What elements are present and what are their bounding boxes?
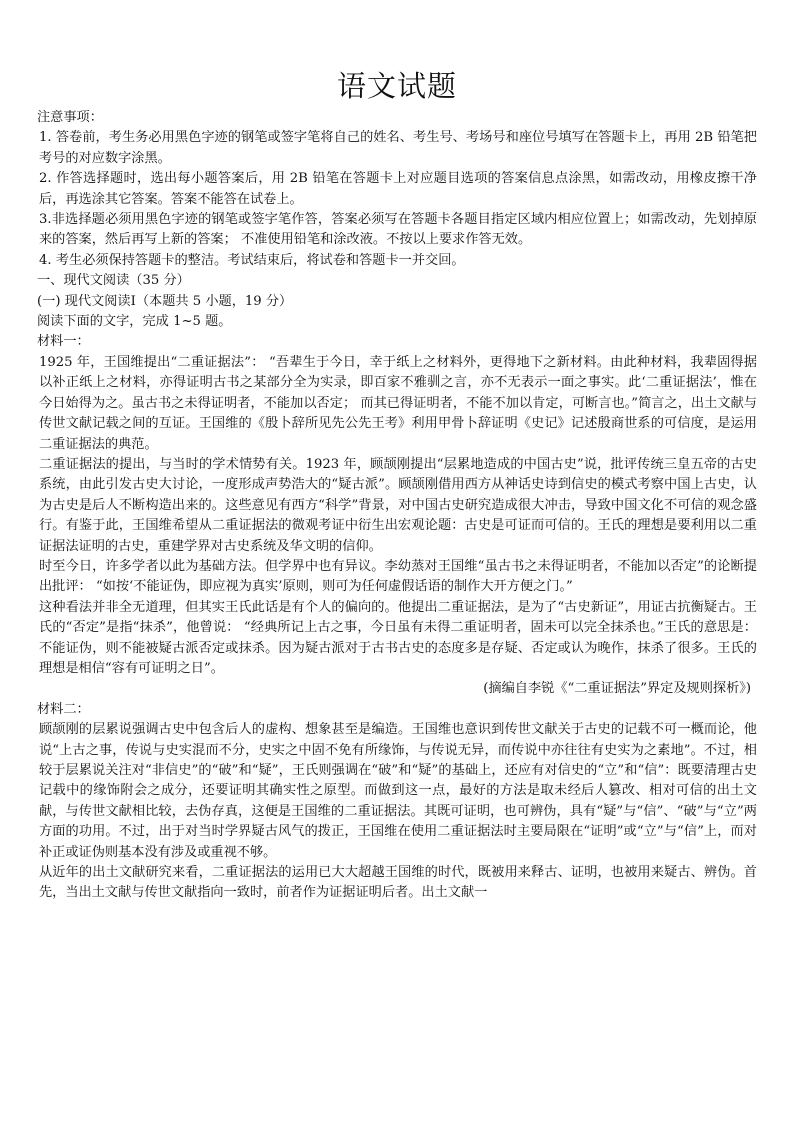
note-item: 1. 答卷前，考生务必用黑色字迹的钢笔或签字笔将自己的姓名、考生号、考场号和座位号填写在答题卡上，再用 2B 铅笔把考号的对应数字涂黑。: [39, 130, 757, 166]
material-label: 材料一：: [37, 334, 90, 350]
page-title: 语文试题: [336, 69, 457, 103]
note-item: 4. 考生必须保持答题卡的整洁。考试结束后，将试卷和答题卡一并交回。: [39, 252, 465, 268]
material-paragraph: 二重证据法的提出，与当时的学术情势有关。1923 年，顾颉刚提出“层累地造成的中国古史”说，批评传统三皇五帝的古史系统，由此引发古史大讨论，一度形成声势浩大的“疑古派”。顾颉刚借用西方从神话史诗到信史的模式考察中国上古史，认为古史是后人不断构造出来的。这些意见有西方“科学”背景，对中国古史研究造成很大冲击，导致中国文化不可信的观念盛行。有鉴于此，王国维希望从二重证据法的微观考证中衍生出宏观论题：古史是可证而可信的。王氏的理想是要利用以二重证据法证明的古史，重建学界对古史系统及华文明的信仰。: [39, 456, 757, 554]
material-source: (摘编自李锐《“二重证据法”界定及规则探析》): [483, 681, 751, 697]
section-heading: 一、现代文阅读（35 分）: [37, 273, 190, 289]
subsection-heading: (一) 现代文阅读Ⅰ（本题共 5 小题，19 分）: [37, 293, 293, 309]
material-paragraph: 从近年的出土文献研究来看，二重证据法的运用已大大超越王国维的时代，既被用来释古、证明，也被用来疑古、辨伪。首先，当出土文献与传世文献指向一致时，前者作为证据证明后者。出土文献一: [39, 865, 757, 901]
material-paragraph: 顾颉刚的层累说强调古史中包含后人的虚构、想象甚至是编造。王国维也意识到传世文献关于古史的记载不可一概而论，他说“上古之事，传说与史实混而不分，史实之中固不免有所缘饰，与传说无异，而传说中亦往往有史实为之素地”。不过，相较于层累说关注对“非信史”的“破”和“疑”，王氏则强调在“破”和“疑”的基础上，还应有对信史的“立”和“信”：既要清理古史记载中的缘饰附会之成分，还要证明其确实性之原型。而做到这一点，最好的方法是取未经后人篡改、相对可信的出土文献，与传世文献相比较，去伪存真，这便是王国维的二重证据法。其既可证明，也可辨伪，具有“疑”与“信”、“破”与“立”两方面的功用。不过，出于对当时学界疑古风气的拨正，王国维在使用二重证据法时主要局限在“证明”或“立”与“信”上，而对补正或证伪则基本没有涉及或重视不够。: [39, 722, 757, 860]
material-paragraph: 这种看法并非全无道理，但其实王氏此话是有个人的偏向的。他提出二重证据法，是为了“古史新证”，用证古抗衡疑古。王氏的“否定”是指“抹杀”，他曾说： “经典所记上古之事，今日虽有未得二重证明者，固未可以完全抹杀也。”王氏的意思是：不能证伪，则不能被疑古派否定或抹杀。因为疑古派对于古书古史的态度多是存疑、否定或认为晚作，抹杀了很多。王氏的理想是相信“容有可证明之日”。: [39, 599, 757, 676]
note-item: 3.非选择题必须用黑色字迹的钢笔或签字笔作答，答案必须写在答题卡各题目指定区域内相应位置上；如需改动，先划掉原来的答案，然后再写上新的答案； 不准使用铅笔和涂改液。不按以上要求作答无效。: [39, 212, 757, 248]
material-paragraph: 时至今日，许多学者以此为基础方法。但学界中也有异议。李幼蒸对王国维“虽古书之未得证明者，不能加以否定”的论断提出批评： “如按‘不能证伪，即应视为真实’原则，则可为任何虚假话语的制作大开方便之门。”: [39, 558, 757, 595]
instruction-text: 阅读下面的文字，完成 1~5 题。: [37, 314, 232, 330]
note-item: 2. 作答选择题时，选出每小题答案后，用 2B 铅笔在答题卡上对应题目选项的答案信息点涂黑，如需改动，用橡皮擦干净后，再选涂其它答案。答案不能答在试卷上。: [39, 171, 757, 207]
notes-heading: 注意事项：: [37, 110, 103, 125]
material-paragraph: 1925 年，王国维提出“二重证据法”： “吾辈生于今日，幸于纸上之材料外，更得地下之新材料。由此种材料，我辈固得据以补正纸上之材料，亦得证明古书之某部分全为实录，即百家不雅驯之言，亦不无表示一面之事实。此‘二重证据法’，惟在今日始得为之。虽古书之未得证明者，不能加以否定； 而其已得证明者，不能不加以肯定，可断言也。”简言之，出土文献与传世文献记载之间的互证。王国维的《殷卜辞所见先公先王考》利用甲骨卜辞证明《史记》记述殷商世系的可信度，是运用二重证据法的典范。: [39, 354, 757, 452]
exam-body: [37, 108, 757, 904]
material-label: 材料二：: [37, 701, 90, 717]
